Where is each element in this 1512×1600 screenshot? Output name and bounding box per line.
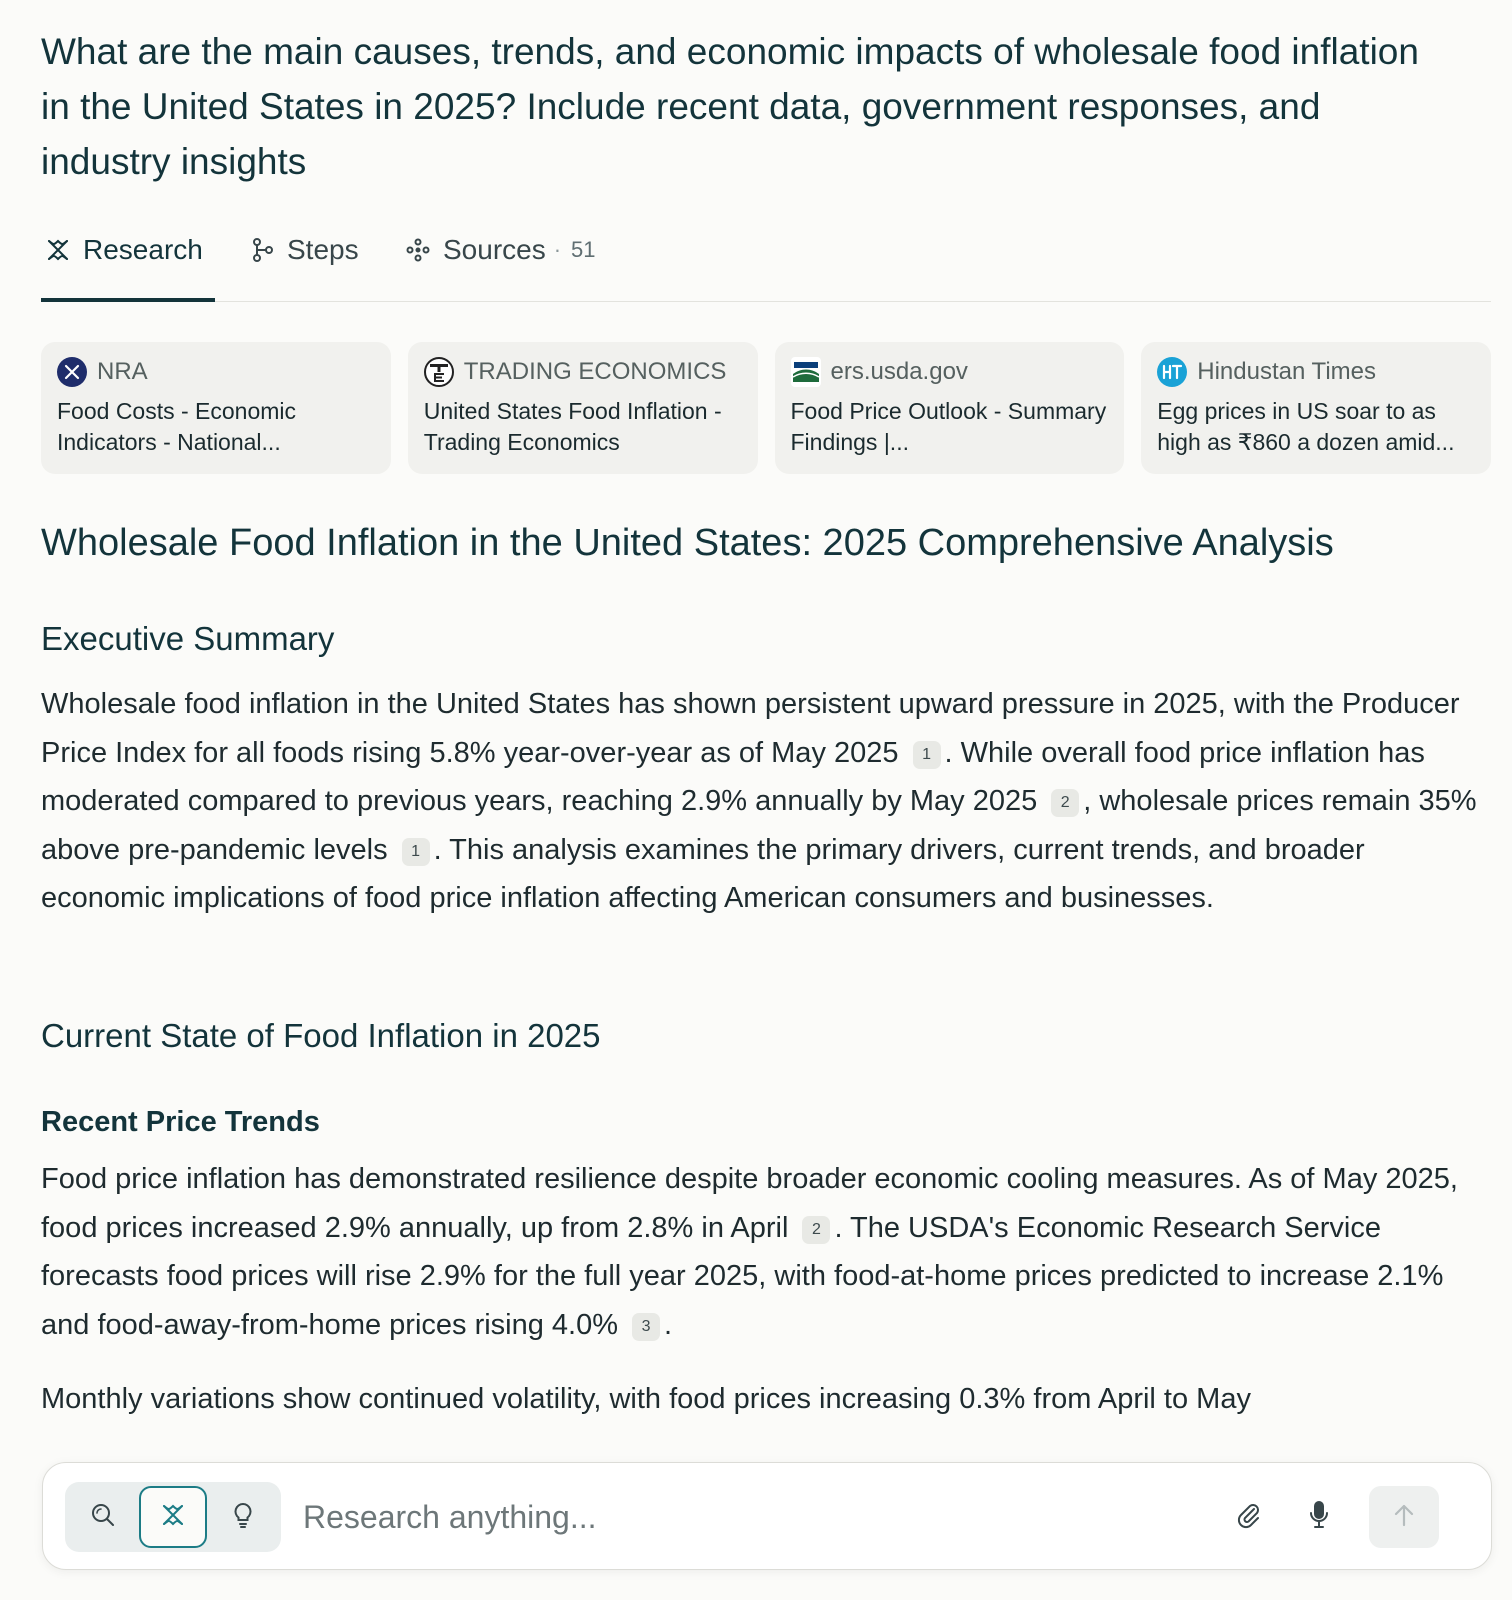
sources-icon (405, 237, 431, 263)
active-tab-indicator (41, 298, 215, 302)
composer (42, 1462, 1492, 1570)
mode-selector (65, 1482, 281, 1552)
source-card-usda[interactable] (775, 342, 1125, 474)
source-name: TRADING ECONOMICS (463, 358, 727, 385)
search-input[interactable] (303, 1493, 1183, 1541)
research-icon (160, 1502, 186, 1533)
source-title: Egg prices in US soar to as high as ₹860 a dozen amid... (1157, 398, 1455, 455)
current-state-heading: Current State of Food Inflation in 2025 (41, 1017, 601, 1054)
executive-summary-paragraph: Wholesale food inflation in the United States has shown persistent upward pressure in 2025, with the Producer Price Index for all foods rising 5.8% year-over-year as of May 2025 1 . While overall food price inflation has moderated compared to previous years, reaching 2.9% annually by May 2025 2 , wholesale prices remain 35% above pre-pandemic levels 1 . This analysis examines the primary drivers, current trends, and broader economic implications of food price inflation affecting American consumers and businesses. (41, 688, 1477, 914)
citation-badge[interactable]: 1 (913, 741, 941, 769)
source-cards (41, 342, 1491, 474)
source-name: NRA (97, 358, 148, 385)
tab-steps-label: Steps (287, 234, 359, 265)
citation-badge[interactable]: 3 (632, 1313, 660, 1341)
tabs-divider (41, 301, 1491, 302)
submit-button[interactable] (1369, 1486, 1439, 1548)
arrow-up-icon (1392, 1502, 1416, 1533)
search-icon (90, 1502, 116, 1533)
sources-count: 51 (571, 237, 596, 262)
recent-trends-heading: Recent Price Trends (41, 1106, 320, 1138)
search-mode-button[interactable] (69, 1486, 137, 1548)
nra-logo-icon (57, 357, 87, 387)
research-icon (45, 237, 71, 263)
article-title: Wholesale Food Inflation in the United States: 2025 Comprehensive Analysis (41, 522, 1334, 564)
source-title: United States Food Inflation - Trading Economics (423, 398, 722, 455)
microphone-icon (1307, 1500, 1331, 1535)
tab-steps[interactable] (251, 232, 359, 268)
source-name: ers.usda.gov (830, 358, 968, 385)
tab-separator-dot: · (553, 237, 562, 262)
tab-research[interactable] (45, 232, 203, 268)
voice-input-button[interactable] (1299, 1497, 1339, 1537)
trading-economics-logo-icon (424, 357, 454, 387)
tab-sources[interactable] (405, 232, 596, 268)
source-card-hindustan-times[interactable] (1141, 342, 1491, 474)
citation-badge[interactable]: 1 (402, 838, 430, 866)
research-mode-button[interactable] (139, 1486, 207, 1548)
lightbulb-icon (231, 1501, 255, 1534)
tab-sources-label: Sources (443, 234, 546, 265)
result-tabs (41, 222, 1491, 304)
labs-mode-button[interactable] (209, 1486, 277, 1548)
executive-summary-heading: Executive Summary (41, 620, 335, 657)
steps-icon (251, 237, 275, 263)
query-title: What are the main causes, trends, and economic impacts of wholesale food inflation in the United States in 2025? Include recent data, government responses, and industry insights (41, 31, 1419, 182)
source-card-trading-economics[interactable] (408, 342, 758, 474)
hindustan-times-logo-icon (1157, 357, 1187, 387)
recent-trends-paragraph: Food price inflation has demonstrated resilience despite broader economic cooling measures. As of May 2025, food prices increased 2.9% annually, up from 2.8% in April 2 . The USDA's Economic Research Service forecasts food prices will rise 2.9% for the full year 2025, with food-at-home prices predicted to increase 2.1% and food-away-from-home prices rising 4.0% 3 . (41, 1163, 1458, 1341)
paperclip-icon (1235, 1501, 1263, 1534)
source-name: Hindustan Times (1197, 358, 1376, 385)
citation-badge[interactable]: 2 (1051, 789, 1079, 817)
source-card-nra[interactable] (41, 342, 391, 474)
tab-research-label: Research (83, 234, 203, 265)
source-title: Food Costs - Economic Indicators - National... (57, 398, 297, 455)
usda-logo-icon (791, 357, 821, 387)
monthly-variation-paragraph: Monthly variations show continued volatility, with food prices increasing 0.3% from April to May (41, 1383, 1251, 1415)
citation-badge[interactable]: 2 (802, 1216, 830, 1244)
attach-button[interactable] (1229, 1497, 1269, 1537)
source-title: Food Price Outlook - Summary Findings |... (790, 398, 1107, 455)
